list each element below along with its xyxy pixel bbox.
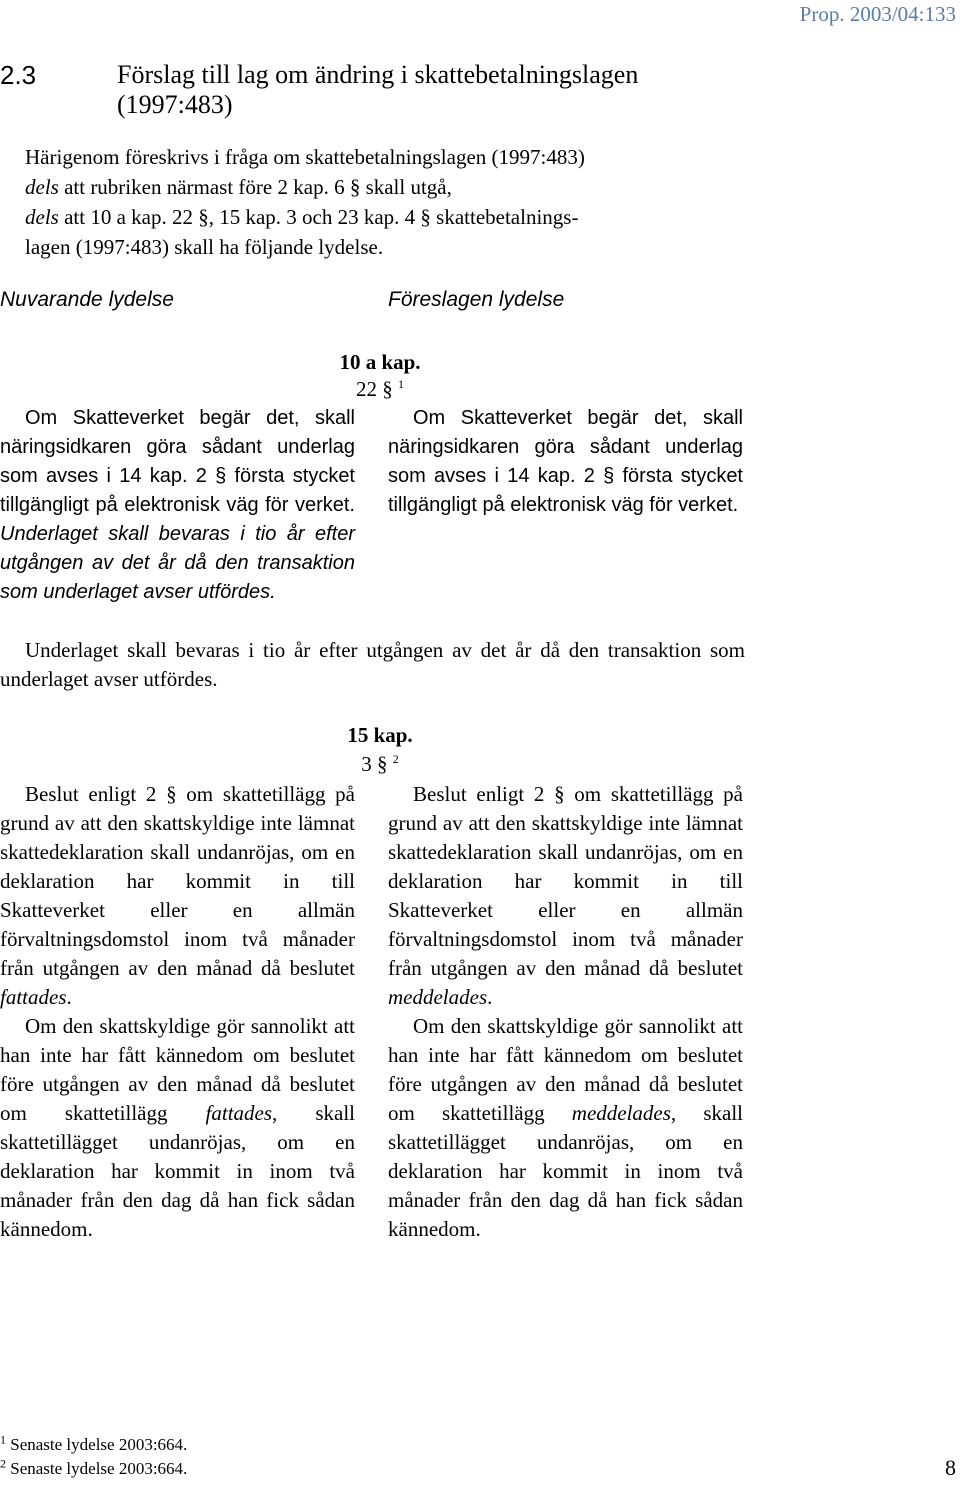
- current-text-22: Om Skatteverket begär det, skall näringsidkaren göra sådant underlag som avses i 14 kap. 2 § första stycket tillgängligt på elektronisk väg för verket. Underlaget skall bevaras i tio år efter utgången av det år då den transaktion som underlaget avser utfördes.: [0, 407, 355, 603]
- page-number: 8: [945, 1455, 956, 1480]
- section-number: 2.3: [0, 60, 37, 90]
- chapter-heading-10a: 10 a kap.: [339, 350, 421, 374]
- intro-line-4: lagen (1997:483) skall ha följande lydelse.: [25, 235, 384, 259]
- intro-line-2: dels att rubriken närmast före 2 kap. 6 § skall utgå,: [25, 175, 452, 199]
- proposed-new-paragraph: Underlaget skall bevaras i tio år efter utgången av det år då den transaktion som underlaget avser utfördes.: [0, 638, 745, 691]
- footnote-ref-2: 2: [392, 752, 399, 766]
- proposed-text-22: Om Skatteverket begär det, skall näringsidkaren göra sådant underlag som avses i 14 kap. 2 § första stycket tillgängligt på elektronisk väg för verket.: [388, 407, 743, 516]
- intro-line-3: dels att 10 a kap. 22 §, 15 kap. 3 och 23 kap. 4 § skattebetalnings-: [25, 205, 579, 229]
- proposed-wording-label: Föreslagen lydelse: [388, 288, 565, 311]
- intro-paragraph: [25, 142, 755, 262]
- current-wording-label: Nuvarande lydelse: [0, 288, 174, 311]
- section-title: Förslag till lag om ändring i skattebetalningslagen (1997:483): [117, 60, 639, 119]
- current-text-3: Beslut enligt 2 § om skattetillägg på grund av att den skattskyldige inte lämnat skattedeklaration skall undanröjas, om en deklaration har kommit in till Skatteverket eller en allmän förvaltningsdomstol inom två månader från utgången av den månad då beslutet fattades. Om den skattskyldige gör sannolikt att han inte har fått kännedom om beslutet före utgången av den månad då beslutet om skattetillägg fattades, skall skattetillägget undanröjas, om en deklaration har kommit in inom två månader från den dag då han fick sådan kännedom.: [0, 782, 355, 1241]
- footnote-1: $^1$ Senaste lydelse 2003:664.: [0, 1432, 188, 1454]
- proposition-reference: Prop. 2003/04:133: [799, 2, 956, 26]
- proposed-text-3: Beslut enligt 2 § om skattetillägg på grund av att den skattskyldige inte lämnat skattedeklaration skall undanröjas, om en deklaration har kommit in till Skatteverket eller en allmän förvaltningsdomstol inom två månader från utgången av den månad då beslutet meddelades. Om den skattskyldige gör sannolikt att han inte har fått kännedom om beslutet före utgången av den månad då beslutet om skattetillägg meddelades, skall skattetillägget undanröjas, om en deklaration har kommit in inom två månader från den dag då han fick sådan kännedom.: [388, 782, 743, 1241]
- footnote-ref-1: 1: [398, 377, 404, 391]
- paragraph-heading-3: 3 § $^2$: [361, 752, 399, 776]
- footnote-2: $^2$ Senaste lydelse 2003:664.: [0, 1456, 188, 1478]
- paragraph-heading-22: 22 § $^1$: [356, 377, 404, 401]
- chapter-heading-15: 15 kap.: [347, 723, 413, 747]
- intro-line-1: Härigenom föreskrivs i fråga om skattebetalningslagen (1997:483): [25, 145, 585, 169]
